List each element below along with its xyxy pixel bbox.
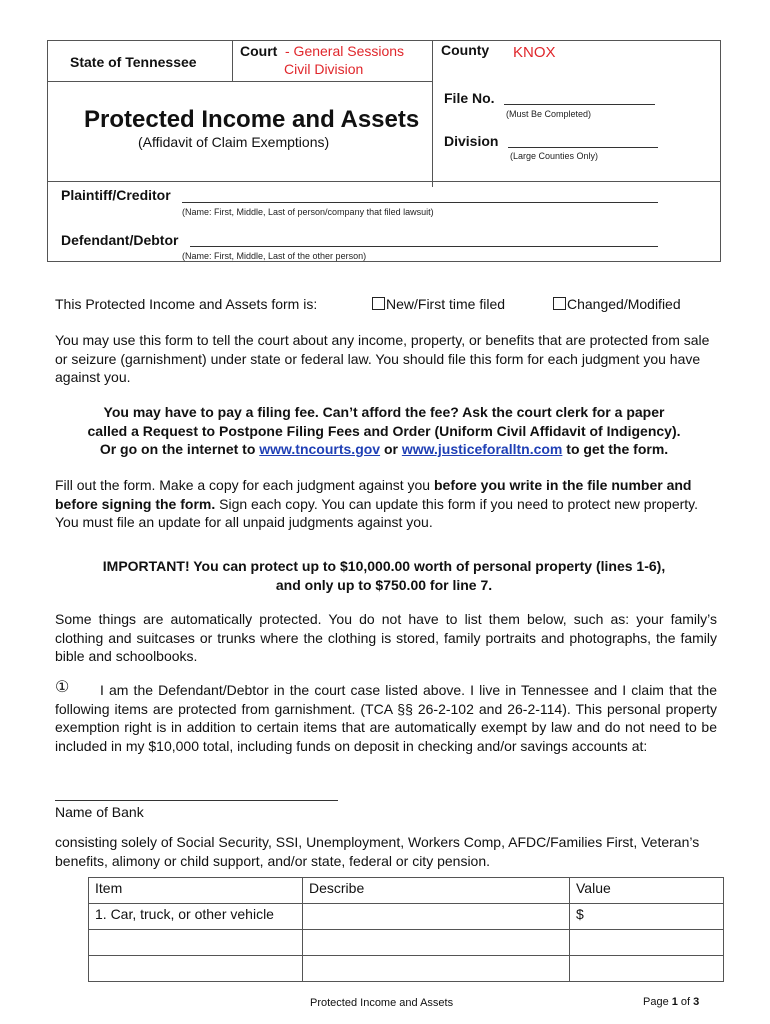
bank-label: Name of Bank	[55, 804, 144, 820]
file-number-field[interactable]	[504, 104, 655, 105]
division-label: Division	[444, 133, 499, 149]
option-new[interactable]	[372, 296, 505, 312]
important-notice	[55, 557, 713, 594]
table-header-row	[89, 878, 724, 904]
county-value[interactable]: KNOX	[513, 44, 556, 61]
county-label: County	[441, 42, 490, 58]
table-row	[89, 904, 724, 930]
fill-instructions	[55, 476, 717, 532]
option-new-label: New/First time filed	[386, 296, 506, 312]
justiceforall-link[interactable]: www.justiceforalltn.com	[401, 441, 563, 457]
claim-paragraph: I am the Defendant/Debtor in the court case listed above. I live in Tennessee and I claim that the following items are protected from garnishment. (TCA §§ 26-2-102 and 26-2-114). This personal property exemption right is in addition to certain items that are automatically exempt by law and do not need to be included in my $10,000 total, including funds on deposit in checking and/or savings accounts at:	[55, 682, 717, 754]
consisting-paragraph: consisting solely of Social Security, SSI, Unemployment, Workers Comp, AFDC/Families First, Veteran’s benefits, alimony or child support, and/or state, federal or city pension.	[55, 834, 700, 869]
division-note: (Large Counties Only)	[510, 151, 599, 161]
changed-checkbox[interactable]	[553, 297, 566, 310]
describe-cell[interactable]	[303, 930, 570, 956]
describe-cell[interactable]	[303, 904, 570, 930]
fee-line-1: You may have to pay a filing fee. Can’t afford the fee? Ask the court clerk for a paper	[103, 404, 665, 420]
page-of: of	[677, 996, 694, 1008]
table-row	[89, 930, 724, 956]
fee-text: or	[380, 441, 402, 457]
describe-cell[interactable]	[303, 956, 570, 982]
new-checkbox[interactable]	[372, 297, 385, 310]
fee-line-2: called a Request to Postpone Filing Fees and Order (Uniform Civil Affidavit of Indigency).	[87, 422, 681, 439]
court-value[interactable]: - General Sessions	[285, 43, 405, 59]
option-changed-label: Changed/Modified	[567, 296, 681, 312]
divider	[48, 81, 432, 82]
plaintiff-field[interactable]	[182, 202, 658, 203]
fill-text: Fill out the form. Make a copy for each judgment against you	[55, 477, 434, 493]
item-cell[interactable]	[89, 956, 303, 982]
defendant-field[interactable]	[190, 246, 658, 247]
page-number: 1	[671, 996, 678, 1008]
file-number-label: File No.	[444, 90, 495, 106]
important-line-2: and only up to $750.00 for line 7.	[275, 576, 493, 593]
fee-line-3	[55, 440, 713, 459]
footer-title: Protected Income and Assets	[310, 997, 454, 1009]
header-item: Item	[89, 878, 303, 904]
auto-protected-paragraph: Some things are automatically protected. You do not have to list them below, such as: your family’s clothing and suitcases or trunks where the clothing is stored, family portraits and photographs, the family bible and schoolbooks.	[55, 611, 717, 664]
value-cell[interactable]: $	[570, 904, 724, 930]
important-line-1: IMPORTANT! You can protect up to $10,000.00 worth of personal property (lines 1-6),	[102, 558, 666, 574]
fee-notice	[55, 403, 713, 459]
tncourts-link[interactable]: www.tncourts.gov	[259, 441, 381, 457]
item-cell[interactable]: 1. Car, truck, or other vehicle	[89, 904, 303, 930]
fill-bold-text: before you write in the file number and before signing the form.	[55, 477, 692, 512]
intro-paragraph: You may use this form to tell the court about any income, property, or benefits that are protected from sale or seizure (garnishment) under state or federal law. You should file this form for each judgment you have against you.	[55, 332, 710, 385]
claim-number-icon: ①	[55, 679, 70, 696]
defendant-label: Defendant/Debtor	[61, 232, 179, 248]
value-cell[interactable]	[570, 930, 724, 956]
page-total: 3	[693, 996, 700, 1008]
court-division-value[interactable]: Civil Division	[284, 61, 364, 77]
case-header-box	[47, 40, 721, 262]
form-subtitle: (Affidavit of Claim Exemptions)	[138, 134, 330, 150]
fill-text: Sign each copy. You can update this form if you need to protect new property. You must file an update for all unpaid judgments against you.	[55, 495, 699, 530]
fee-text: Or go on the internet to	[99, 441, 260, 457]
state-name: State of Tennessee	[70, 54, 197, 70]
plaintiff-label: Plaintiff/Creditor	[61, 187, 171, 203]
divider	[48, 181, 720, 182]
form-title: Protected Income and Assets	[84, 106, 420, 133]
fee-text: to get the form.	[562, 441, 669, 457]
court-label: Court	[240, 43, 278, 59]
page-prefix: Page	[643, 996, 672, 1008]
form-type-label: This Protected Income and Assets form is:	[55, 296, 318, 312]
defendant-note: (Name: First, Middle, Last of the other person)	[182, 251, 367, 261]
divider	[232, 41, 233, 81]
property-table	[88, 877, 724, 982]
table-row	[89, 956, 724, 982]
plaintiff-note: (Name: First, Middle, Last of person/company that filed lawsuit)	[182, 207, 434, 217]
value-cell[interactable]	[570, 956, 724, 982]
bank-name-field[interactable]	[55, 800, 338, 801]
item-cell[interactable]	[89, 930, 303, 956]
division-field[interactable]	[508, 147, 658, 148]
header-describe: Describe	[303, 878, 570, 904]
option-changed[interactable]	[553, 296, 681, 312]
file-number-note: (Must Be Completed)	[506, 109, 592, 119]
page-indicator	[643, 996, 699, 1008]
header-value: Value	[570, 878, 724, 904]
divider	[432, 41, 433, 187]
